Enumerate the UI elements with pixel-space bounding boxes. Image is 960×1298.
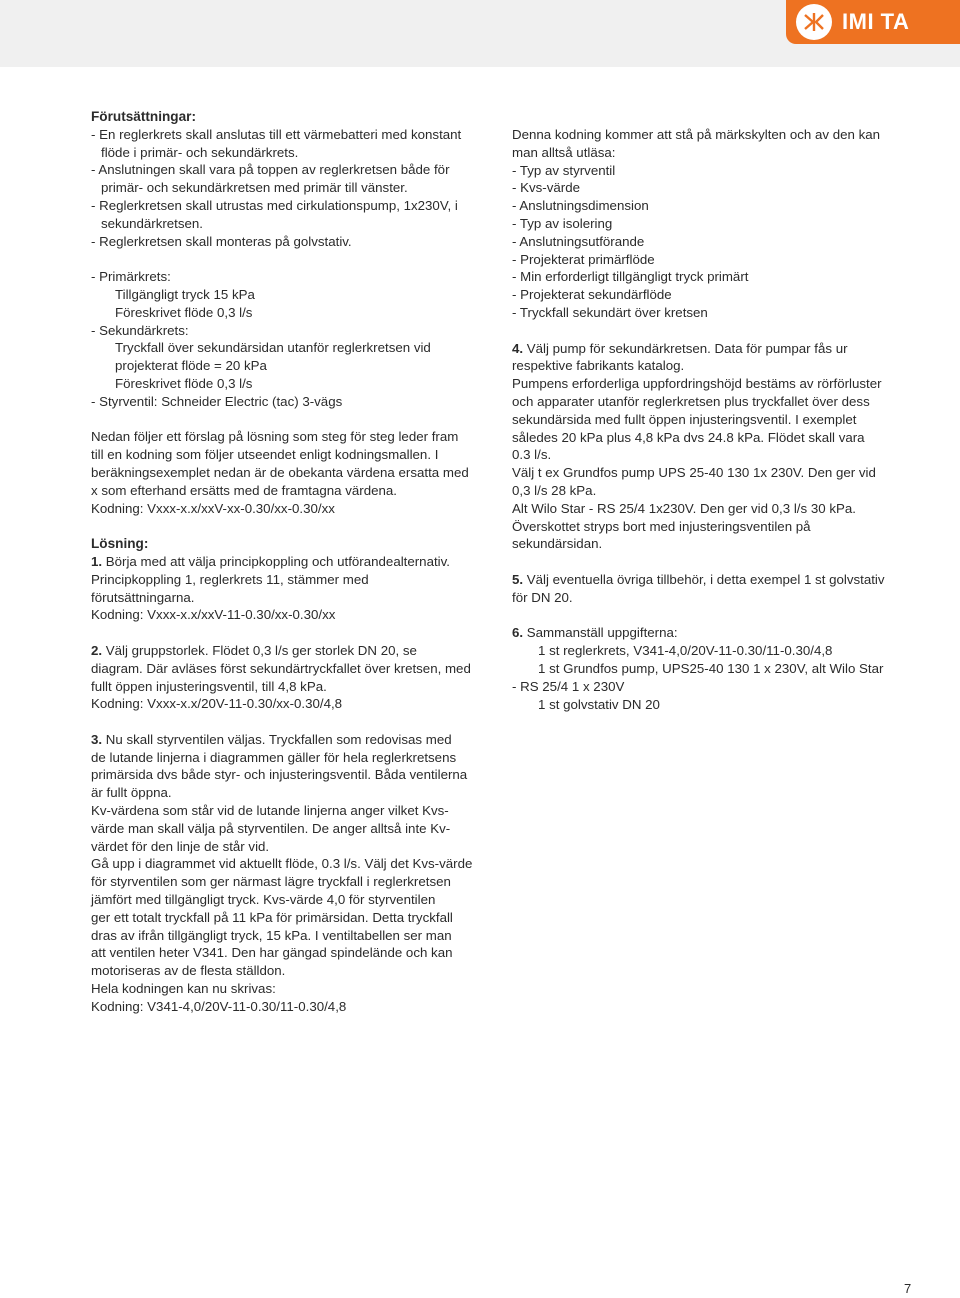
prereq-line: - Reglerkretsen skall monteras på golvstativ. [91,233,352,249]
step-text: Sammanställ uppgifterna: [523,625,678,641]
valve-line: - Styrventil: Schneider Electric (tac) 3-vägs [91,393,343,409]
solution-heading: Lösning: [91,536,149,552]
step-text: Välj eventuella övriga tillbehör, i detta exempel 1 st golvstativ för DN 20. [512,571,885,605]
primary-line: Föreskrivet flöde 0,3 l/s [115,304,253,320]
summary-line: 1 st Grundfos pump, UPS25-40 130 1 x 230V, alt Wilo Star [538,660,884,676]
coding-item: - Projekterat sekundärflöde [512,287,672,303]
coding-item: - Typ av styrventil [512,162,616,178]
step-text: Börja med att välja principkoppling och utförandealternativ. Principkoppling 1, reglerkrets 11, stämmer med förutsättningarna. Kodning: Vxxx-x.x/xxV-11-0.30/xx-0.30/xx [91,553,450,623]
coding-item: - Anslutningsutförande [512,233,645,249]
summary-line: 1 st reglerkrets, V341-4,0/20V-11-0.30/11-0.30/4,8 [538,643,833,659]
secondary-line: Föreskrivet flöde 0,3 l/s [115,375,253,391]
step-text: Nu skall styrventilen väljas. Tryckfallen som redovisas med de lutande linjerna i diagrammen gäller för hela reglerkretsens primärsida dvs både styr- och injusteringsventil. Båda ventilerna är fullt öppna. Kv-värdena som står vid de lutande linjerna anger vilket Kvs- värde man skall välja på styrventilen. De anger alltså inte Kv- värdet för den linje de står vid. Gå upp i diagrammet vid aktuellt flöde, 0.3 l/s. Välj det Kvs-värde för styrventilen som ger närmast lägre tryckfall i reglerkretsen jämfört med tillgängligt tryck. Kvs-värde 4,0 för styrventilen ger ett totalt tryckfall på 11 kPa för primärsidan. Detta tryckfall dras av ifrån tillgängligt tryck, 15 kPa. I ventiltabellen ser man att ventilen heter V341. Den har gängad spindelände och kan motoriseras av de flesta ställdon. Hela kodningen kan nu skrivas: Kodning: V341-4,0/20V-11-0.30/11-0.30/4,8 [91,731,473,1014]
step-3 [91,731,501,1016]
prereq-line: sekundärkretsen. [101,215,203,231]
secondary-line: projekterat flöde = 20 kPa [115,358,267,374]
step-text: Välj pump för sekundärkretsen. Data för pumpar fås ur respektive fabrikants katalog. Pumpens erforderliga uppfordringshöjd bestäms av rörförluster och apparater utanför reglerkretsen plus tryckfallet över dess sekundärsida med fullt öppen injusteringsventil. I exemplet således 20 kPa plus 4,8 kPa dvs 24.8 kPa. Flödet skall vara 0.3 l/s. Välj t ex Grundfos pump UPS 25-40 130 1x 230V. Den ger vid 0,3 l/s 28 kPa. Alt Wilo Star - RS 25/4 1x230V. Den ger vid 0,3 l/s 30 kPa. Överskottet stryps bort med injusteringsventilen på sekundärsidan. [512,340,882,552]
coding-item: - Tryckfall sekundärt över kretsen [512,304,708,320]
step-text: Välj gruppstorlek. Flödet 0,3 l/s ger storlek DN 20, se diagram. Där avläses först sekundärtryckfallet över kretsen, med fullt öppen injusteringsventil, till 4,8 kPa. Kodning: Vxxx-x.x/20V-11-0.30/xx-0.30/4,8 [91,642,471,712]
primary-line: Tillgängligt tryck 15 kPa [115,286,255,302]
summary-line: 1 st golvstativ DN 20 [538,696,660,712]
coding-item: - Typ av isolering [512,215,613,231]
page-number: 7 [904,1281,912,1296]
intro-paragraph: Nedan följer ett förslag på lösning som steg för steg leder fram till en kodning som följer utseendet enligt kodningsmallen. I beräkningsexemplet nedan är de obekanta värdena ersatta med x som efterhand ersätts med de framtagna värdena. Kodning: Vxxx-x.x/xxV-xx-0.30/xx-0.30/xx [91,429,469,516]
coding-item: - Anslutningsdimension [512,198,649,214]
prereq-line: - Reglerkretsen skall utrustas med cirkulationspump, 1x230V, i [91,197,458,213]
brand-name: IMI TA [842,9,910,34]
coding-item: - Min erforderligt tillgängligt tryck primärt [512,269,749,285]
coding-item: - Projekterat primärflöde [512,251,655,267]
secondary-line: Tryckfall över sekundärsidan utanför reglerkretsen vid [115,340,431,356]
prereq-line: primär- och sekundärkretsen med primär till vänster. [101,180,408,196]
prereq-heading: Förutsättningar: [91,109,196,124]
coding-item: - Kvs-värde [512,180,580,196]
imi-ta-logo-icon [796,4,832,40]
step-number: 6. [512,625,524,641]
prereq-line: flöde i primär- och sekundärkrets. [101,144,299,160]
step-5 [512,571,922,607]
right-column [512,126,922,713]
step-6 [512,624,922,642]
prereq-line: - Anslutningen skall vara på toppen av reglerkretsen både för [91,162,450,178]
step-2 [91,642,501,713]
step-4 [512,340,922,554]
step-1 [91,553,501,624]
step-number: 3. [91,731,103,747]
step-number: 2. [91,642,103,658]
summary-line: - RS 25/4 1 x 230V [512,678,625,694]
step-number: 4. [512,340,524,356]
coding-intro: Denna kodning kommer att stå på märkskylten och av den kan man alltså utläsa: [512,127,881,160]
brand-logo [796,4,909,40]
prereq-line: - En reglerkrets skall anslutas till ett värmebatteri med konstant [91,126,462,142]
step-number: 1. [91,553,103,569]
step-number: 5. [512,571,524,587]
primary-label: - Primärkrets: [91,269,171,285]
left-column [91,108,501,1016]
secondary-label: - Sekundärkrets: [91,322,189,338]
